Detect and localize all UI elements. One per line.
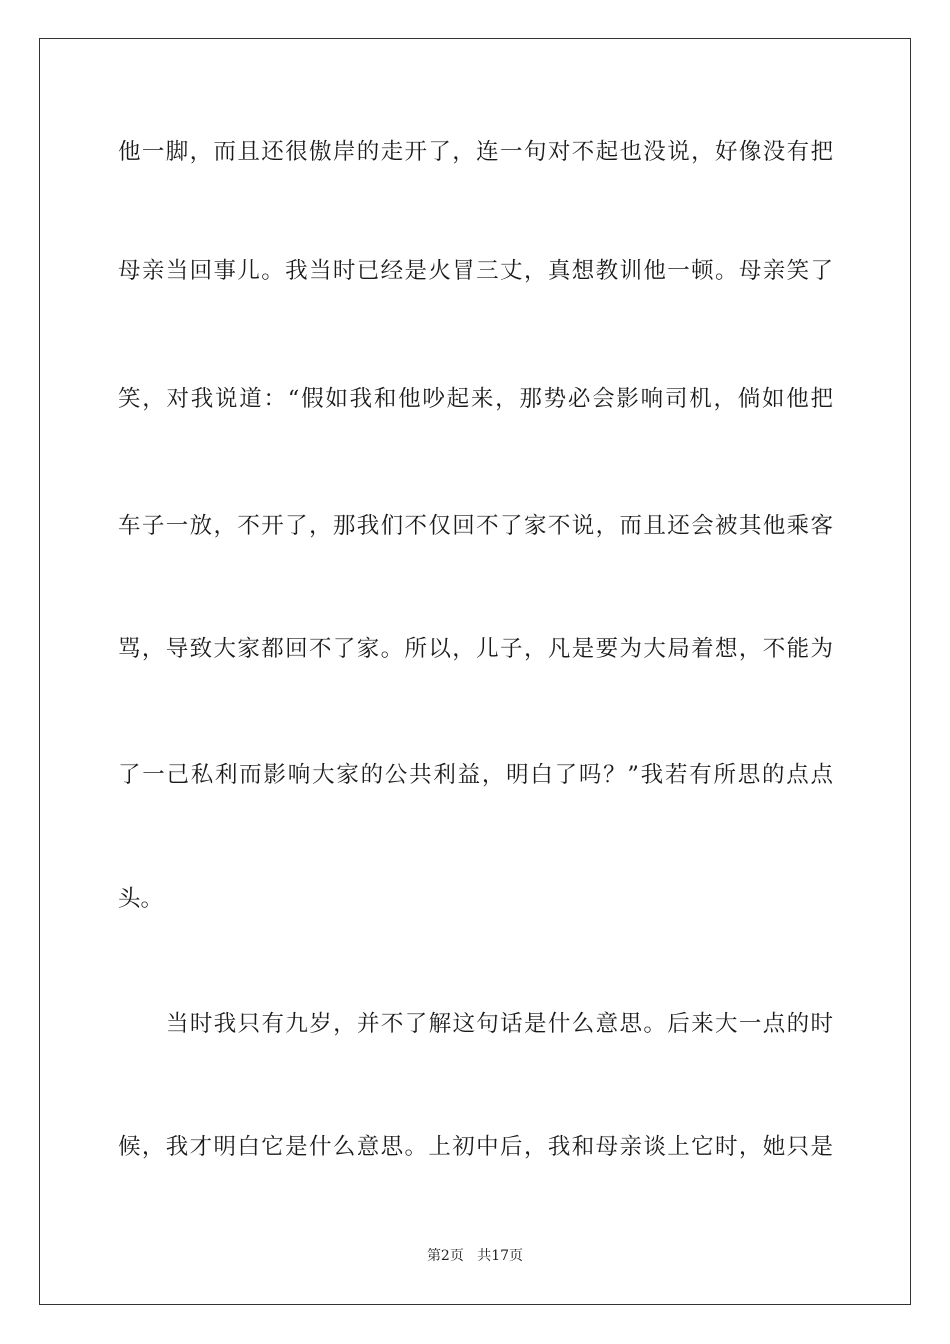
text-line: 候，我才明白它是什么意思。上初中后，我和母亲谈上它时，她只是 [118, 1134, 833, 1160]
page-number: 第2页 [426, 1248, 464, 1264]
text-line: 他一脚，而且还很傲岸的走开了，连一句对不起也没说，好像没有把 [118, 139, 833, 165]
page-border [39, 38, 911, 1305]
text-line: 了一己私利而影响大家的公共利益，明白了吗？”我若有所思的点点 [118, 762, 833, 788]
text-line: 当时我只有九岁，并不了解这句话是什么意思。后来大一点的时 [166, 1011, 833, 1037]
text-line: 骂，导致大家都回不了家。所以，儿子，凡是要为大局着想，不能为 [118, 636, 833, 662]
text-line: 头。 [118, 886, 164, 912]
page-total: 共17页 [477, 1248, 524, 1264]
page-footer [0, 1246, 950, 1266]
text-line: 车子一放，不开了，那我们不仅回不了家不说，而且还会被其他乘客 [118, 513, 833, 539]
text-line: 笑，对我说道：“假如我和他吵起来，那势必会影响司机，倘如他把 [118, 386, 833, 412]
text-line: 母亲当回事儿。我当时已经是火冒三丈，真想教训他一顿。母亲笑了 [118, 258, 833, 284]
